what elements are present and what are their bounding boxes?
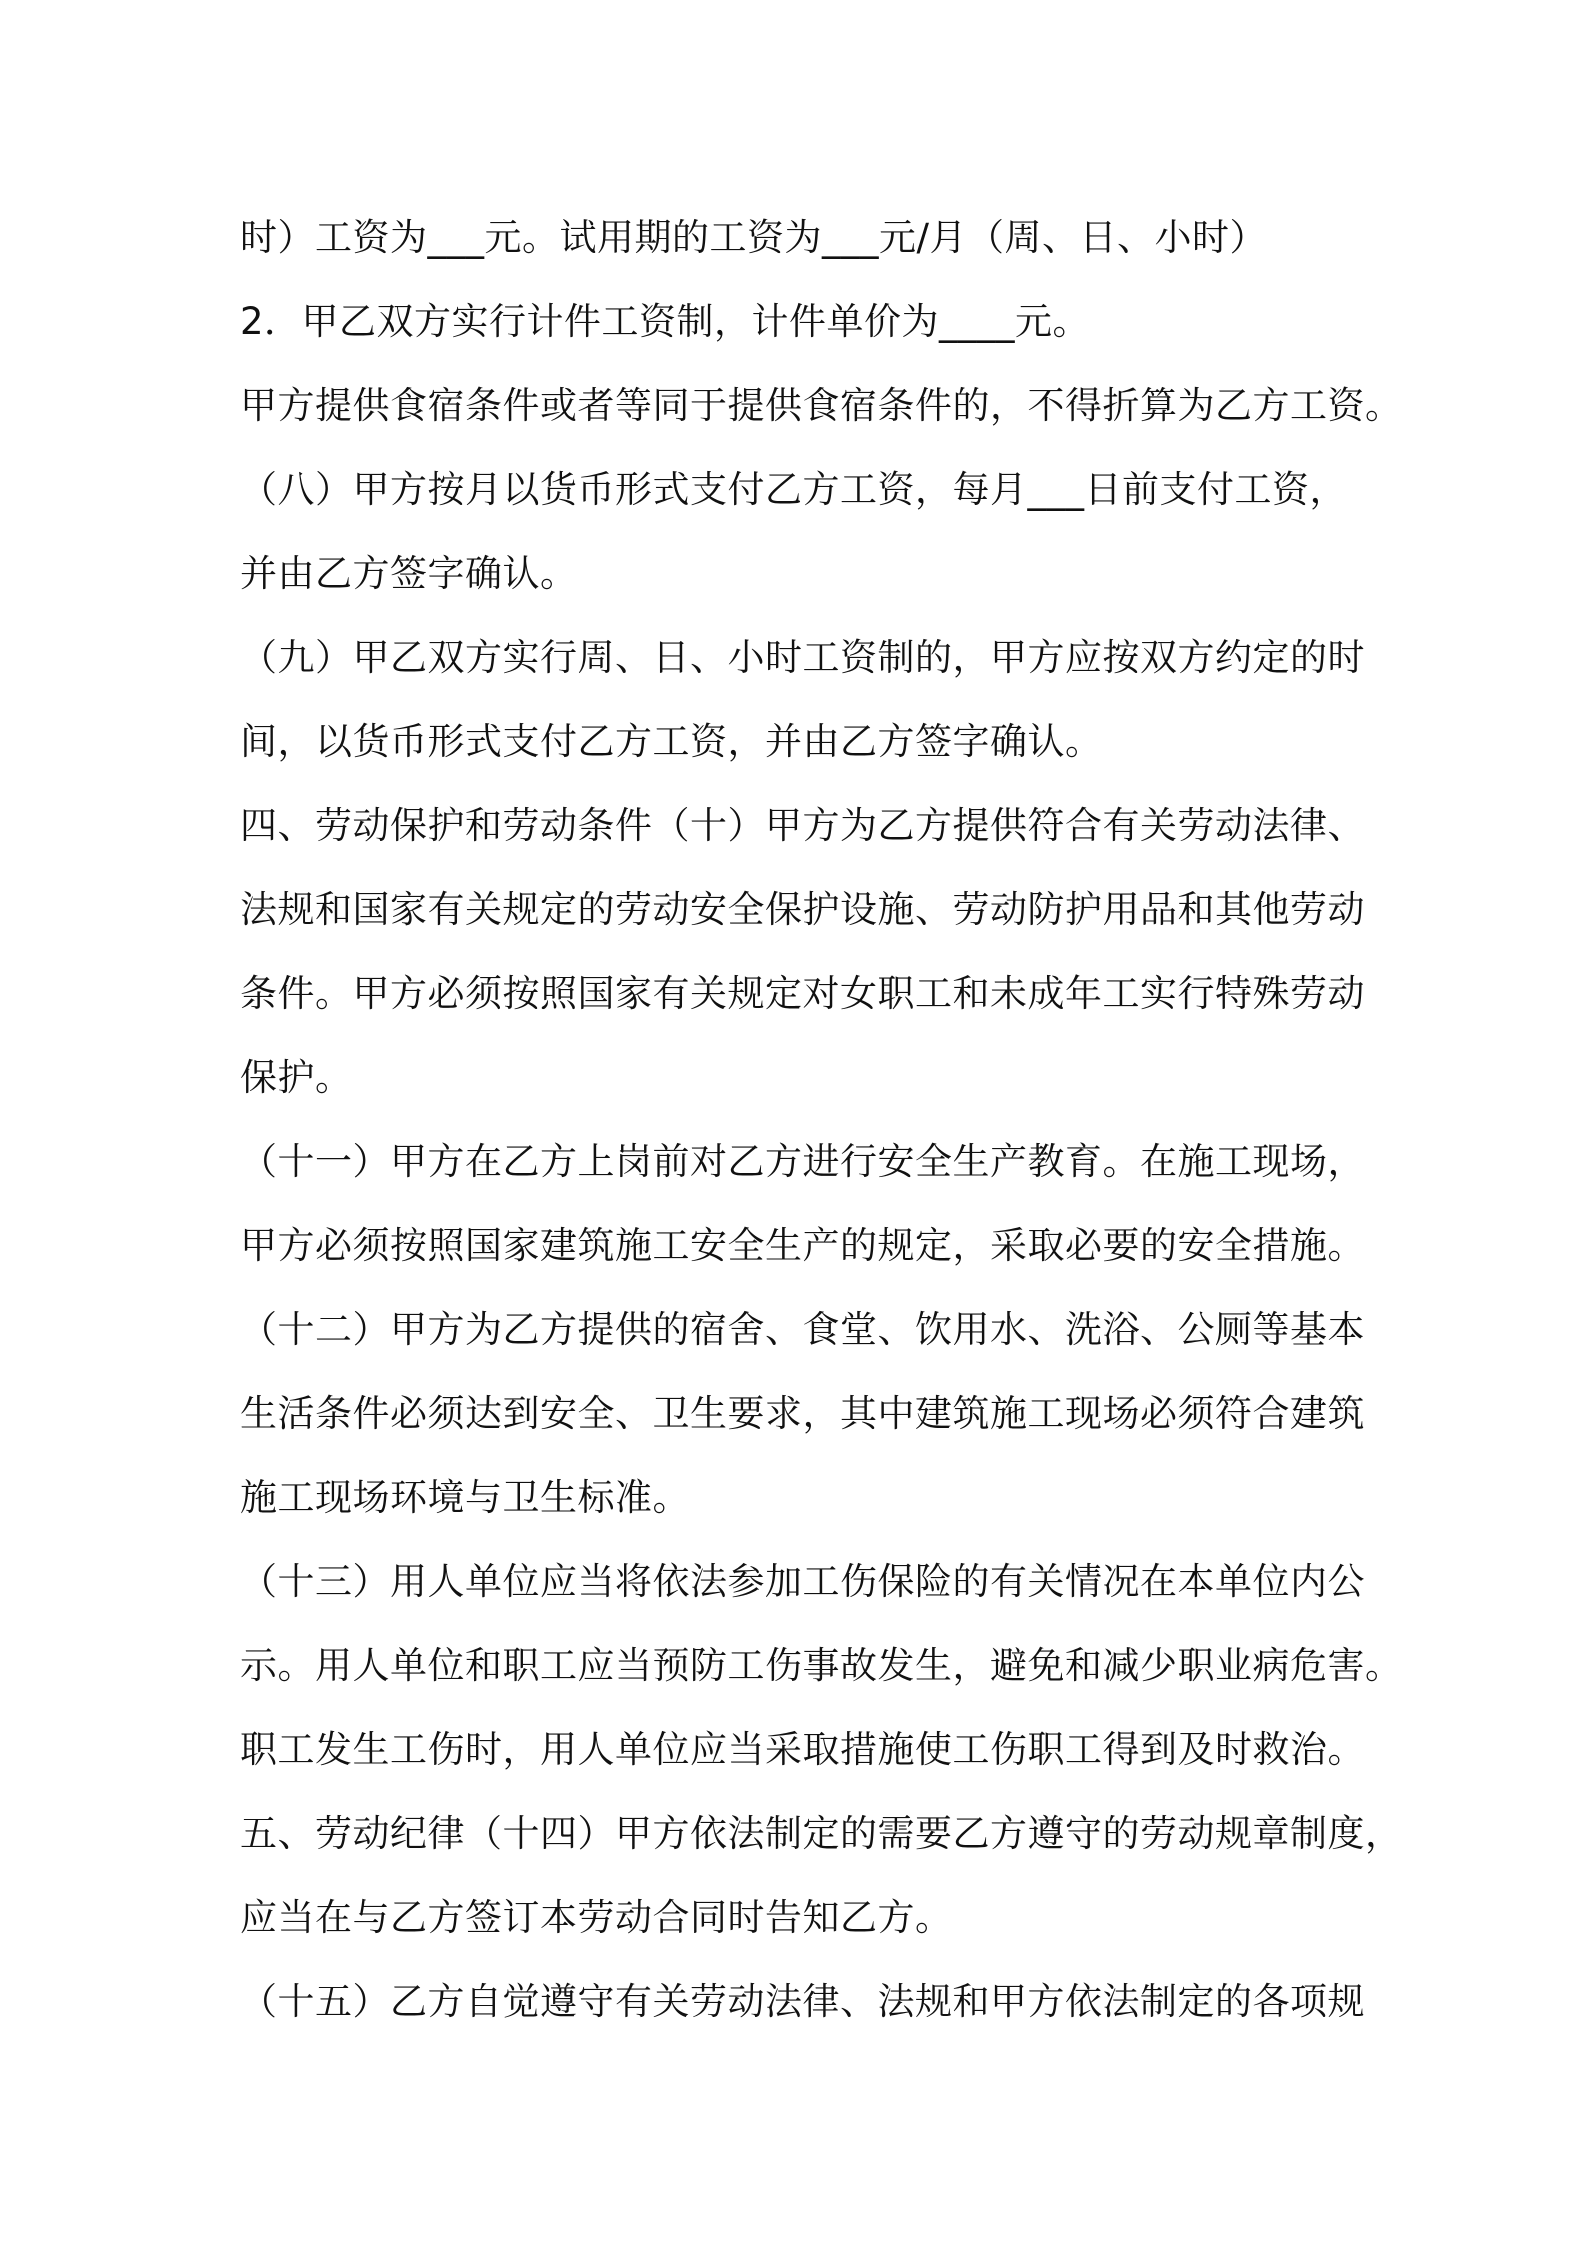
text-line-2: 2．甲乙双方实行计件工资制，计件单价为____元。 [240,300,1091,343]
text-line-10: 条件。甲方必须按照国家有关规定对女职工和未成年工实行特殊劳动 [240,972,1365,1015]
text-line-13: 甲方必须按照国家建筑施工安全生产的规定，采取必要的安全措施。 [240,1224,1365,1267]
text-line-22: （十五）乙方自觉遵守有关劳动法律、法规和甲方依法制定的各项规 [240,1980,1365,2023]
text-line-7: 间，以货币形式支付乙方工资，并由乙方签字确认。 [240,720,1103,763]
text-line-6: （九）甲乙双方实行周、日、小时工资制的，甲方应按双方约定的时 [240,636,1365,679]
text-line-11: 保护。 [240,1056,353,1099]
text-line-1: 时）工资为___元。试用期的工资为___元/月（周、日、小时） [240,216,1267,259]
text-line-3: 甲方提供食宿条件或者等同于提供食宿条件的，不得折算为乙方工资。 [240,384,1403,427]
text-line-16: 施工现场环境与卫生标准。 [240,1476,690,1519]
text-line-5: 并由乙方签字确认。 [240,552,578,595]
text-line-9: 法规和国家有关规定的劳动安全保护设施、劳动防护用品和其他劳动 [240,888,1365,931]
text-line-4: （八）甲方按月以货币形式支付乙方工资，每月___日前支付工资， [240,468,1347,511]
text-line-14: （十二）甲方为乙方提供的宿舍、食堂、饮用水、洗浴、公厕等基本 [240,1308,1365,1351]
text-line-17: （十三）用人单位应当将依法参加工伤保险的有关情况在本单位内公 [240,1560,1365,1603]
text-line-20: 五、劳动纪律（十四）甲方依法制定的需要乙方遵守的劳动规章制度， [240,1812,1403,1855]
contract-text [240,196,1403,2044]
text-line-18: 示。用人单位和职工应当预防工伤事故发生，避免和减少职业病危害。 [240,1644,1403,1687]
text-line-19: 职工发生工伤时，用人单位应当采取措施使工伤职工得到及时救治。 [240,1728,1365,1771]
text-line-12: （十一）甲方在乙方上岗前对乙方进行安全生产教育。在施工现场， [240,1140,1365,1183]
text-line-15: 生活条件必须达到安全、卫生要求，其中建筑施工现场必须符合建筑 [240,1392,1365,1435]
text-line-21: 应当在与乙方签订本劳动合同时告知乙方。 [240,1896,953,1939]
text-line-8: 四、劳动保护和劳动条件（十）甲方为乙方提供符合有关劳动法律、 [240,804,1365,847]
